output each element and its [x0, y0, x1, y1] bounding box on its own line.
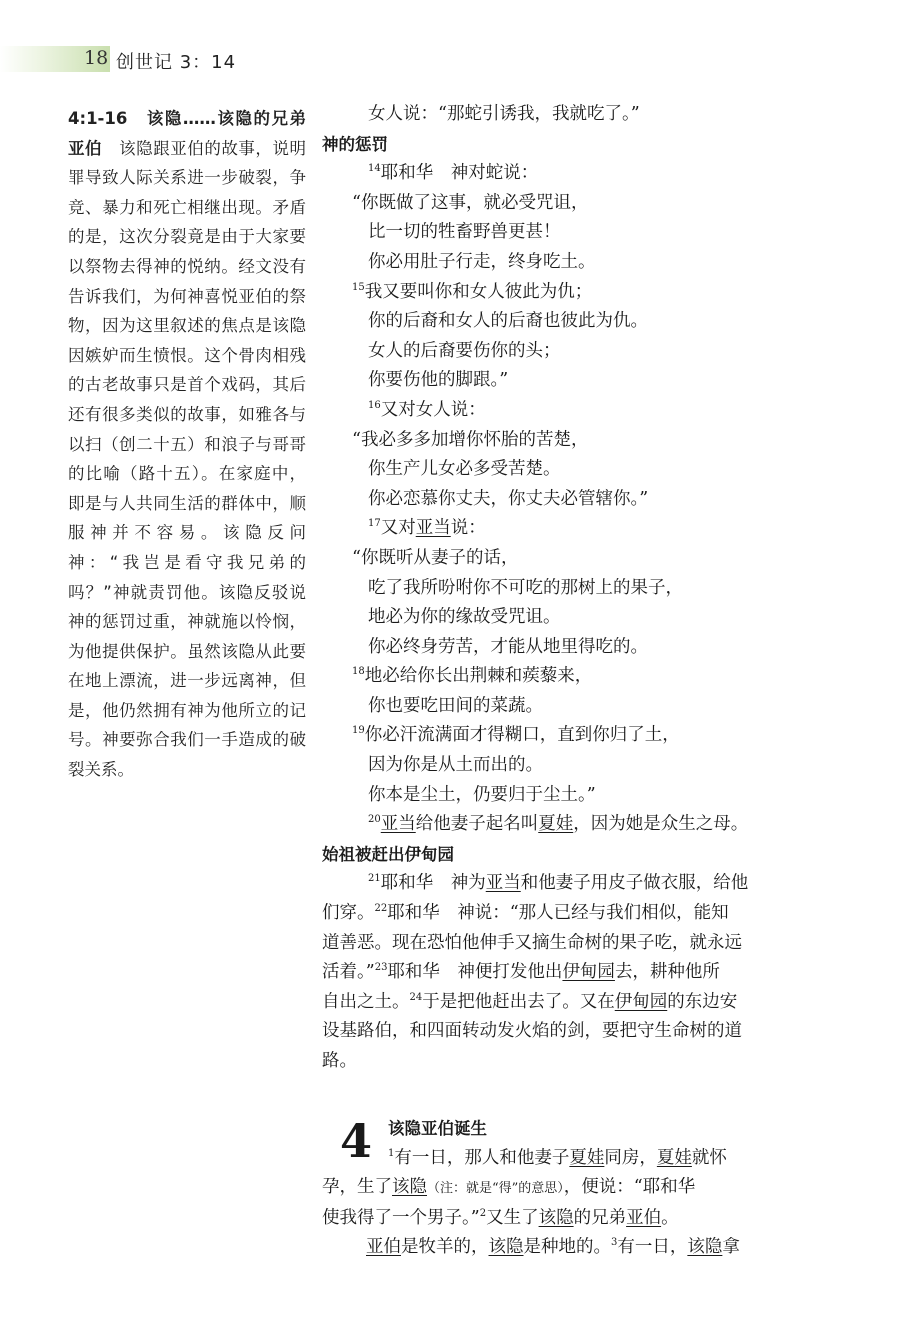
verse-text: 同房， [604, 1147, 657, 1168]
verse-number: 20 [368, 814, 381, 826]
verse-text: 又生了 [486, 1207, 539, 1228]
person-name: 该隐 [392, 1177, 427, 1198]
poetry-line [322, 721, 814, 751]
verse-text: 活着。” [322, 962, 375, 983]
verse-text: 和他妻子用皮子做衣服，给他 [520, 873, 749, 894]
verse-text: 就怀 [691, 1147, 727, 1168]
verse-number: 3 [611, 1237, 618, 1249]
verse-text: 们穿。 [322, 903, 375, 924]
prose-line [322, 988, 814, 1018]
verse-line [322, 514, 814, 544]
verse-text: 拿 [722, 1237, 740, 1258]
study-note [68, 104, 306, 785]
running-header [0, 46, 300, 72]
section-heading: 始祖被赶出伊甸园 [322, 844, 454, 864]
poetry-line: 你也要吃田间的菜蔬。 [368, 695, 543, 716]
verse-number: 16 [368, 400, 381, 412]
verse-text: 自出之土。 [322, 991, 410, 1012]
verse-number: 21 [368, 873, 381, 885]
verse-text: 孕，生了 [322, 1177, 392, 1198]
poetry-line: 你必终身劳苦，才能从地里得吃的。 [368, 636, 648, 657]
poetry-line: 吃了我所吩咐你不可吃的那树上的果子， [368, 577, 683, 598]
person-name: 亚伯 [626, 1207, 662, 1228]
verse-line [322, 396, 814, 426]
poetry-line: “我必多多加增你怀胎的苦楚， [352, 429, 589, 450]
translation-note: （注：就是“得”的意思） [427, 1181, 564, 1197]
verse-text: 给他妻子起名叫 [415, 814, 539, 835]
place-name: 伊甸园 [562, 962, 615, 983]
poetry-line: 你必用肚子行走，终身吃土。 [368, 251, 596, 272]
verse-line [322, 810, 814, 840]
page-number: 18 [84, 47, 109, 69]
verse-text: 地必给你长出荆棘和蒺藜来， [364, 666, 593, 687]
section-heading: 神的惩罚 [322, 134, 388, 154]
verse-line: 女人说：“那蛇引诱我，我就吃了。” [368, 104, 640, 124]
verse-text: 于是把他赶出去了。又在 [422, 991, 615, 1012]
person-name: 夏娃 [538, 814, 574, 835]
verse-text: 有一日， [617, 1237, 688, 1258]
poetry-line [322, 278, 814, 308]
poetry-line: 你的后裔和女人的后裔也彼此为仇。 [368, 311, 648, 332]
poetry-line: 地必为你的缘故受咒诅。 [368, 607, 561, 628]
verse-text: 耶和华 神为 [380, 873, 486, 894]
verse-number: 19 [352, 725, 365, 737]
poetry-line: 你必恋慕你丈夫，你丈夫必管辖你。” [368, 488, 649, 509]
verse-text: 是种地的。 [523, 1237, 611, 1258]
verse-text: 我又要叫你和女人彼此为仇； [364, 281, 593, 302]
person-name: 亚当 [415, 518, 451, 539]
verse-text: 说： [450, 518, 486, 539]
person-name: 该隐 [488, 1237, 524, 1258]
person-name: 亚伯 [366, 1237, 401, 1258]
poetry-line: 因为你是从土而出的。 [368, 755, 543, 776]
chapter-number: 4 [340, 1114, 373, 1168]
poetry-line: 你要伤他的脚跟。” [368, 370, 509, 391]
verse-text: 使我得了一个男子。” [322, 1207, 480, 1228]
verse-text: 又对 [380, 518, 416, 539]
verse-number: 22 [374, 903, 388, 915]
poetry-line [322, 662, 814, 692]
study-note-body: 该隐跟亚伯的故事，说明罪导致人际关系进一步破裂，争竞、暴力和死亡相继出现。矛盾的是，这次分裂竟是由于大家要以祭物去得神的悦纳。经文没有告诉我们，为何神喜悦亚伯的祭物，因为这里叙述的焦点是该隐因嫉妒而生愤恨。这个骨肉相残的古老故事只是首个戏码，其后还有很多类似的故事，如雅各与以扫（创二十五）和浪子与哥哥的比喻（路十五）。在家庭中，即是与人共同生活的群体中，顺服神并不容易。该隐反问神：“我岂是看守我兄弟的吗？”神就责罚他。该隐反驳说神的惩罚过重，神就施以怜悯，为他提供保护。虽然该隐从此要在地上漂流，进一步远离神，但是，他仍然拥有神为他所立的记号。神要弥合我们一手造成的破裂关系。 [68, 138, 307, 780]
verse-line [322, 159, 814, 189]
verse-text: 有一日，那人和他妻子 [394, 1147, 570, 1168]
verse-text: 。 [661, 1207, 679, 1228]
person-name: 亚当 [380, 814, 416, 835]
verse-number: 23 [374, 962, 388, 974]
verse-text: 去，耕种他所 [614, 962, 720, 983]
person-name: 该隐 [687, 1237, 723, 1258]
person-name: 夏娃 [569, 1147, 605, 1168]
prose-line [322, 958, 814, 988]
verse-text: 耶和华 神便打发他出 [387, 962, 563, 983]
verse-number: 15 [352, 281, 365, 293]
person-name: 该隐 [538, 1207, 574, 1228]
chapter-four [322, 1114, 814, 1263]
study-note-text [68, 104, 306, 785]
verse-number: 2 [479, 1207, 487, 1219]
poetry-line: 你本是尘土，仍要归于尘土。” [368, 784, 596, 805]
section-heading: 该隐亚伯诞生 [388, 1119, 487, 1138]
study-note-ref: 4:1-16 该隐……该隐的兄弟亚伯 [68, 109, 306, 158]
poetry-line: 女人的后裔要伤你的头； [368, 340, 561, 361]
verse-text: 的兄弟 [573, 1207, 627, 1228]
scripture-column [322, 100, 814, 1077]
verse-text: 又对女人说： [380, 399, 486, 420]
poetry-line: 你生产儿女必多受苦楚。 [368, 459, 561, 480]
verse-number: 1 [388, 1147, 395, 1159]
verse-text: ，因为她是众生之母。 [573, 814, 749, 835]
poetry-line: 比一切的牲畜野兽更甚！ [368, 222, 561, 243]
prose-line: 设基路伯，和四面转动发火焰的剑，要把守生命树的道 [322, 1021, 742, 1042]
prose-line: 路。 [322, 1051, 357, 1071]
prose-line [322, 1204, 814, 1234]
verse-number: 17 [368, 518, 381, 530]
verse-text: 的东边安 [667, 991, 738, 1012]
prose-line [322, 1233, 814, 1263]
prose-line [322, 1173, 814, 1204]
running-title: 创世记 3：14 [116, 52, 237, 73]
verse-number: 14 [368, 163, 381, 175]
verse-number: 24 [409, 991, 423, 1003]
prose-line [322, 899, 814, 929]
person-name: 夏娃 [656, 1147, 692, 1168]
verse-number: 18 [352, 666, 365, 678]
prose-line: 道善恶。现在恐怕他伸手又摘生命树的果子吃，就永远 [322, 932, 742, 953]
poetry-line: “你既听从妻子的话， [352, 547, 519, 568]
verse-text: ，便说：“耶和华 [563, 1177, 696, 1198]
verse-text: 你必汗流满面才得糊口，直到你归了土， [364, 725, 680, 746]
person-name: 亚当 [485, 873, 521, 894]
verse-text: 耶和华 神对蛇说： [380, 163, 539, 184]
prose-line [322, 1144, 814, 1174]
verse-text: 耶和华 神说：“那人已经与我们相似，能知 [387, 903, 729, 924]
verse-text: 是牧羊的， [401, 1237, 489, 1258]
prose-line [322, 869, 814, 899]
place-name: 伊甸园 [614, 991, 668, 1012]
poetry-line: “你既做了这事，就必受咒诅， [352, 192, 589, 213]
